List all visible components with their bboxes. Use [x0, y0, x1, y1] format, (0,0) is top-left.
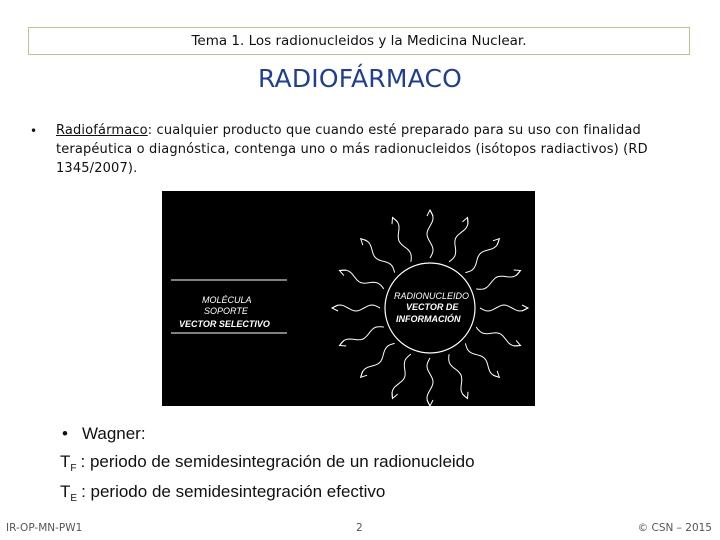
radiation-ray — [480, 305, 528, 311]
formula-symbol: T — [60, 452, 71, 471]
ray-arrowhead — [392, 218, 398, 225]
slide-header-text: Tema 1. Los radionucleidos y la Medicina Nuclear. — [191, 33, 527, 49]
radiation-ray — [427, 210, 433, 258]
ray-arrowhead — [514, 270, 521, 276]
wagner-label: Wagner: — [81, 424, 146, 443]
definition-paragraph — [56, 121, 656, 178]
formula-line-te — [60, 482, 385, 504]
radiation-ray — [361, 239, 395, 273]
bullet-marker: • — [30, 124, 38, 138]
radiopharmaceutical-diagram — [162, 191, 535, 406]
formula-description: : periodo de semidesintegración de un radionucleido — [80, 452, 475, 471]
radiation-ray — [449, 354, 468, 398]
footer-copyright: © CSN – 2015 — [637, 522, 712, 534]
ray-arrowhead — [340, 270, 347, 276]
slide-header — [28, 27, 690, 55]
ray-arrowhead — [361, 371, 367, 377]
radiation-ray — [476, 327, 520, 346]
ray-arrowhead — [361, 239, 367, 245]
radiation-ray — [465, 343, 499, 377]
definition-text: : cualquier producto que cuando esté preparado para su uso con finalidad terapéutica o diagnóstica, contenga uno o más radionucleidos (isótopos radiactivos) (RD 1345/2007). — [56, 123, 648, 176]
ray-arrowhead — [514, 340, 521, 346]
formula-subscript: E — [70, 493, 78, 504]
label-support: SOPORTE — [204, 306, 248, 316]
radiation-ray — [332, 305, 380, 311]
ray-arrowhead — [462, 392, 468, 399]
radiation-ray — [340, 270, 384, 289]
label-information: INFORMACIÓN — [396, 314, 461, 324]
slide-title: RADIOFÁRMACO — [257, 64, 463, 93]
formula-description: : periodo de semidesintegración efectivo — [81, 482, 386, 501]
formula-line-tf — [60, 452, 475, 474]
radiation-ray — [476, 271, 520, 290]
label-selective-vector: VECTOR SELECTIVO — [179, 319, 270, 329]
radiation-ray — [361, 343, 395, 377]
ray-arrowhead — [493, 239, 499, 245]
radiation-ray — [392, 354, 411, 398]
formula-subscript: F — [70, 463, 77, 474]
wagner-bullet: • — [62, 424, 68, 443]
diagram-svg — [162, 191, 535, 406]
page-number: 2 — [356, 522, 363, 534]
ray-arrowhead — [493, 371, 499, 377]
ray-arrowhead — [462, 218, 468, 225]
ray-arrowhead — [392, 392, 398, 399]
radiation-ray — [340, 327, 384, 346]
radiation-ray — [393, 218, 412, 262]
definition-term: Radiofármaco — [56, 123, 148, 138]
label-molecule: MOLÉCULA — [202, 295, 252, 305]
ray-arrowhead — [340, 340, 347, 346]
footer-code: IR-OP-MN-PW1 — [6, 522, 83, 534]
label-vector-of: VECTOR DE — [406, 302, 459, 312]
formula-symbol: T — [60, 482, 71, 501]
radiation-ray — [427, 358, 433, 406]
radiation-ray — [449, 218, 468, 262]
radiation-ray — [465, 239, 499, 273]
label-radionuclide: RADIONUCLEIDO — [394, 291, 470, 301]
wagner-heading — [62, 424, 146, 444]
